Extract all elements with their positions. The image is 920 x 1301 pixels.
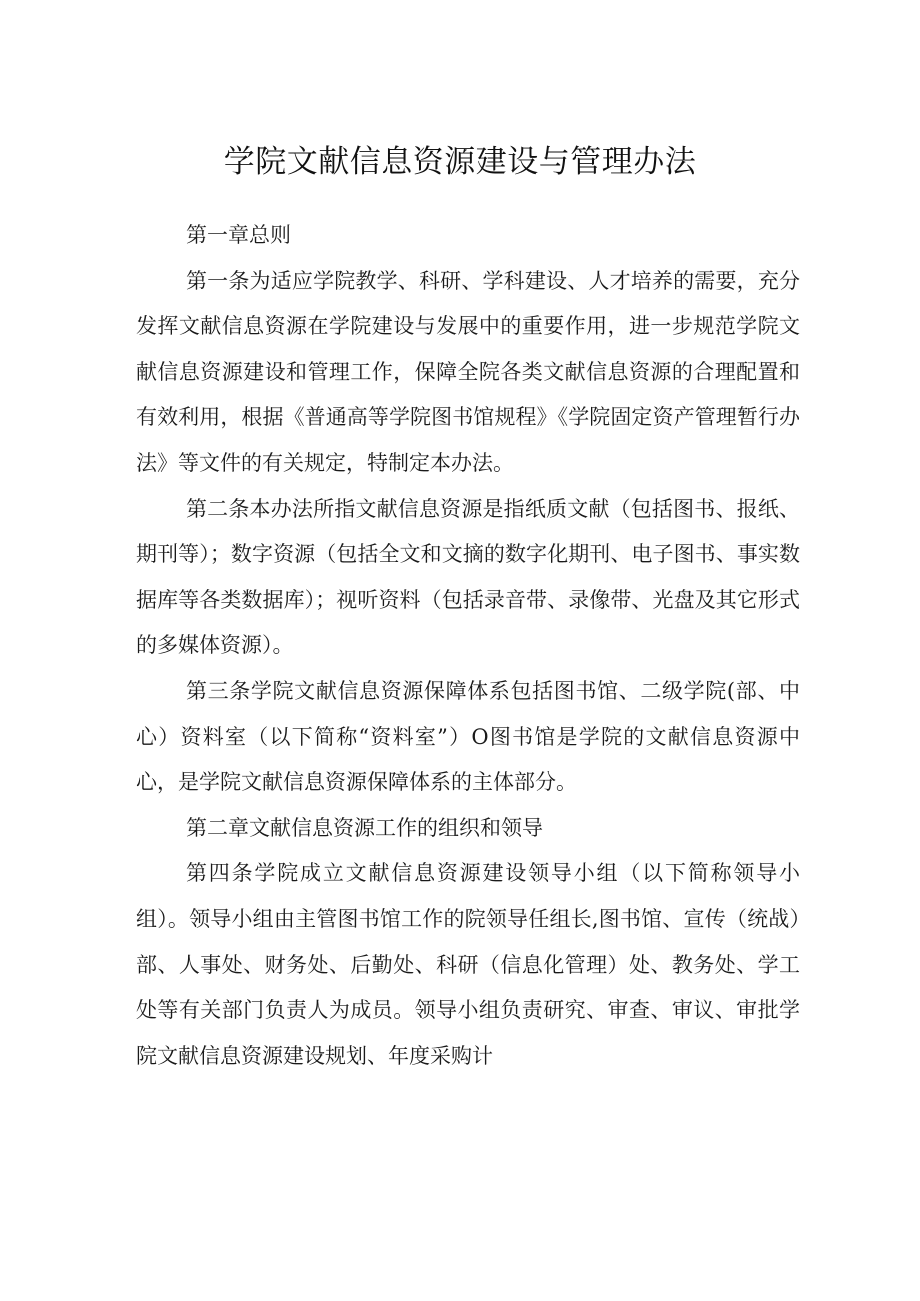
article-paragraph: 第三条学院文献信息资源保障体系包括图书馆、二级学院(部、中心）资料室（以下简称“资料室”）O图书馆是学院的文献信息资源中心，是学院文献信息资源保障体系的主体部分。 xyxy=(136,678,800,795)
document-title: 学院文献信息资源建设与管理办法 xyxy=(223,144,697,180)
chapter-heading: 第一章总则 xyxy=(186,223,291,247)
chapter-heading: 第二章文献信息资源工作的组织和领导 xyxy=(186,815,543,840)
document-body xyxy=(136,213,800,1079)
article-paragraph: 第一条为适应学院教学、科研、学科建设、人才培养的需要，充分发挥文献信息资源在学院建设与发展中的重要作用，进一步规范学院文献信息资源建设和管理工作，保障全院各类文献信息资源的合理配置和有效利用，根据《普通高等学院图书馆规程》《学院固定资产管理暂行办法》等文件的有关规定，特制定本办法。 xyxy=(136,268,800,475)
article-paragraph: 第二条本办法所指文献信息资源是指纸质文献（包括图书、报纸、期刊等）；数字资源（包括全文和文摘的数字化期刊、电子图书、事实数据库等各类数据库）；视听资料（包括录音带、录像带、光盘及其它形式的多媒体资源）。 xyxy=(136,496,800,658)
article-paragraph: 第四条学院成立文献信息资源建设领导小组（以下简称领导小组）。领导小组由主管图书馆工作的院领导任组长,图书馆、宣传（统战）部、人事处、财务处、后勤处、科研（信息化管理）处、教务处、学工处等有关部门负责人为成员。领导小组负责研究、审查、审议、审批学院文献信息资源建设规划、年度采购计 xyxy=(136,861,800,1068)
